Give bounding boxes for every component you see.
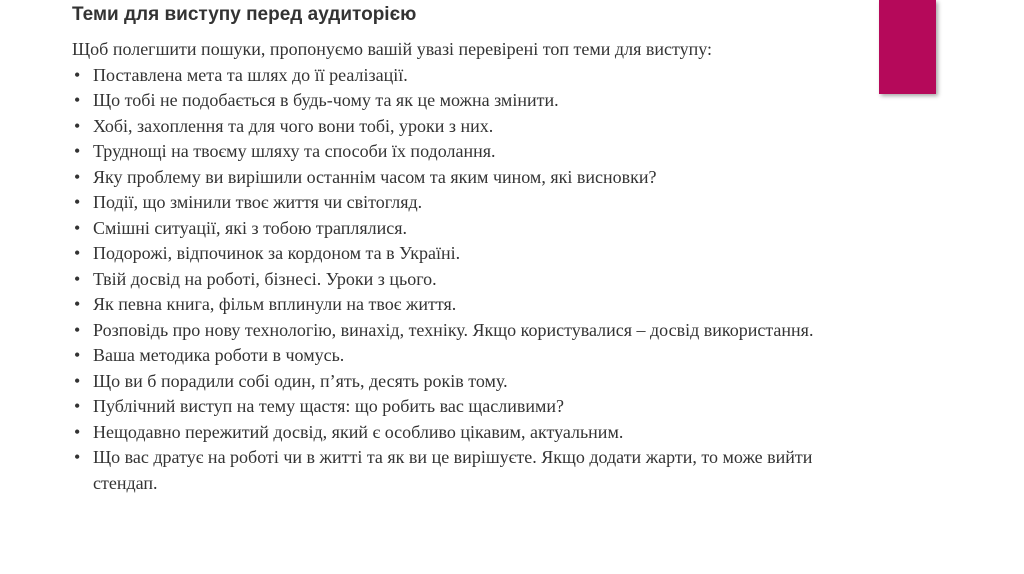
list-item (72, 190, 852, 216)
list-item (72, 394, 852, 420)
bullet-icon: • (74, 268, 81, 289)
bullet-icon: • (74, 141, 81, 161)
bullet-icon: • (74, 447, 81, 467)
list-item (72, 267, 852, 293)
accent-bar (879, 0, 936, 94)
bullet-icon: • (74, 370, 81, 391)
list-item-text: Твій досвід на роботі, бізнесі. Уроки з цього. (93, 268, 437, 289)
list-item-text: Труднощі на твоєму шляху та способи їх подолання. (93, 141, 496, 161)
list-item-text: Поставлена мета та шлях до її реалізації. (93, 64, 408, 85)
list-item (72, 241, 852, 267)
bullet-icon: • (74, 319, 81, 340)
slide-content (72, 37, 852, 496)
list-item (72, 318, 852, 344)
list-item-text: Ваша методика роботи в чомусь. (93, 345, 345, 365)
list-item-text: Що тобі не подобається в будь-чому та як це можна змінити. (93, 90, 559, 110)
list-item (72, 445, 852, 496)
list-item-text: Як певна книга, фільм вплинули на твоє життя. (93, 294, 457, 314)
bullet-icon: • (74, 345, 81, 365)
slide-title: Теми для виступу перед аудиторією (72, 4, 417, 25)
list-item-text: Нещодавно пережитий досвід, який є особливо цікавим, актуальним. (93, 421, 624, 442)
list-item (72, 343, 852, 369)
list-item-text: Розповідь про нову технологію, винахід, техніку. Якщо користувалися – досвід використання. (93, 319, 814, 340)
list-item-text: Публічний виступ на тему щастя: що робить вас щасливими? (93, 396, 564, 416)
bullet-icon: • (74, 294, 81, 314)
list-item-text: Яку проблему ви вирішили останнім часом та яким чином, які висновки? (93, 166, 657, 187)
bullet-icon: • (74, 192, 81, 212)
bullet-icon: • (74, 64, 81, 85)
list-item (72, 63, 852, 89)
list-item (72, 88, 852, 114)
list-item (72, 369, 852, 395)
bullet-icon: • (74, 166, 81, 187)
bullet-icon: • (74, 396, 81, 416)
list-item-text: Подорожі, відпочинок за кордоном та в Україні. (93, 243, 461, 263)
bullet-icon: • (74, 115, 81, 136)
list-item-text: Події, що змінили твоє життя чи світогляд. (93, 192, 423, 212)
list-item (72, 420, 852, 446)
bullet-icon: • (74, 217, 81, 238)
list-item-text: Смішні ситуації, які з тобою траплялися. (93, 217, 408, 238)
list-item (72, 139, 852, 165)
list-item-text: Що ви б порадили собі один, п’ять, десять років тому. (93, 370, 508, 391)
bullet-icon: • (74, 243, 81, 263)
list-item-text: Хобі, захоплення та для чого вони тобі, уроки з них. (93, 115, 494, 136)
topics-list (72, 63, 852, 497)
list-item (72, 292, 852, 318)
list-item (72, 114, 852, 140)
bullet-icon: • (74, 90, 81, 110)
bullet-icon: • (74, 421, 81, 442)
list-item (72, 165, 852, 191)
intro-text: Щоб полегшити пошуки, пропонуємо вашій увазі перевірені топ теми для виступу: (72, 39, 712, 59)
list-item (72, 216, 852, 242)
list-item-text: Що вас дратує на роботі чи в житті та як ви це вирішуєте. Якщо додати жарти, то може вийти стендап. (93, 447, 813, 493)
